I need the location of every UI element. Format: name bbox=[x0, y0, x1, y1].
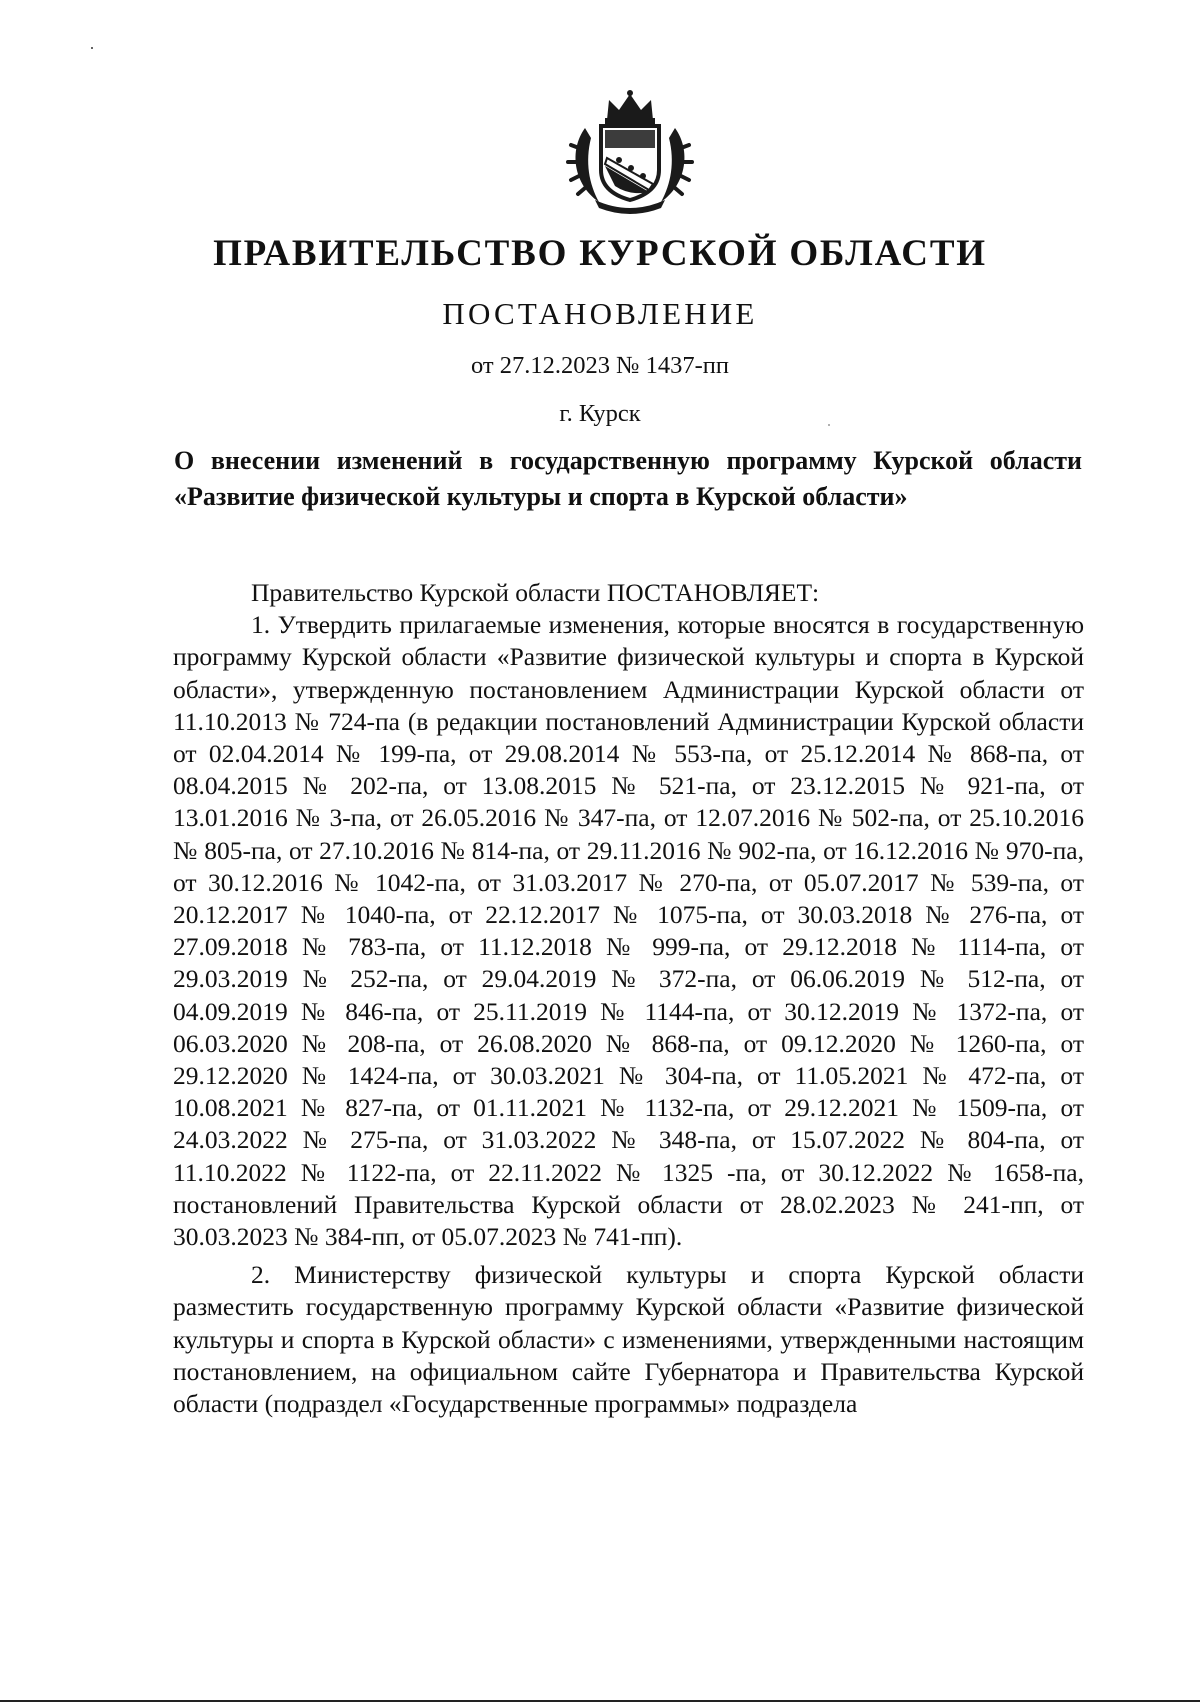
document-subject: О внесении изменений в государственную программу Курской области «Развитие физической культуры и спорта в Курской области» bbox=[174, 446, 1082, 511]
government-title: ПРАВИТЕЛЬСТВО КУРСКОЙ ОБЛАСТИ bbox=[213, 233, 987, 274]
scan-speck bbox=[91, 47, 93, 49]
coat-of-arms-icon bbox=[565, 88, 695, 216]
document-city: г. Курск bbox=[559, 400, 641, 427]
document-body bbox=[173, 577, 1084, 1420]
page-edge-divider bbox=[0, 1700, 1200, 1702]
clause-1: 1. Утвердить прилагаемые изменения, которые вносятся в государственную программу Курской области «Развитие физической культуры и спорта в Курской области», утвержденную постановлением Администрации Курской области от 11.10.2013 № 724-па (в редакции постановлений Администрации Курской области от 02.04.2014 № 199-па, от 29.08.2014 № 553-па, от 25.12.2014 № 868-па, от 08.04.2015 № 202-па, от 13.08.2015 № 521-па, от 23.12.2015 № 921-па, от 13.01.2016 № 3-па, от 26.05.2016 № 347-па, от 12.07.2016 № 502-па, от 25.10.2016 № 805-па, от 27.10.2016 № 814-па, от 29.11.2016 № 902-па, от 16.12.2016 № 970-па, от 30.12.2016 № 1042-па, от 31.03.2017 № 270-па, от 05.07.2017 № 539-па, от 20.12.2017 № 1040-па, от 22.12.2017 № 1075-па, от 30.03.2018 № 276-па, от 27.09.2018 № 783-па, от 11.12.2018 № 999-па, от 29.12.2018 № 1114-па, от 29.03.2019 № 252-па, от 29.04.2019 № 372-па, от 06.06.2019 № 512-па, от 04.09.2019 № 846-па, от 25.11.2019 № 1144-па, от 30.12.2019 № 1372-па, от 06.03.2020 № 208-па, от 26.08.2020 № 868-па, от 09.12.2020 № 1260-па, от 29.12.2020 № 1424-па, от 30.03.2021 № 304-па, от 11.05.2021 № 472-па, от 10.08.2021 № 827-па, от 01.11.2021 № 1132-па, от 29.12.2021 № 1509-па, от 24.03.2022 № 275-па, от 31.03.2022 № 348-па, от 15.07.2022 № 804-па, от 11.10.2022 № 1122-па, от 22.11.2022 № 1325 -па, от 30.12.2022 № 1658-па, постановлений Правительства Курской области от 28.02.2023 № 241-пп, от 30.03.2023 № 384-пп, от 05.07.2023 № 741-пп). bbox=[173, 610, 1084, 1252]
document-number: от 27.12.2023 № 1437-пп bbox=[470, 352, 729, 379]
preamble: Правительство Курской области ПОСТАНОВЛЯЕТ: bbox=[251, 578, 820, 607]
clause-2: 2. Министерству физической культуры и спорта Курской области разместить государственную программу Курской области «Развитие физической культуры и спорта в Курской области» с изменениями, утвержденными настоящим постановлением, на официальном сайте Губернатора и Правительства Курской области (подраздел «Государственные программы» подраздела bbox=[173, 1260, 1084, 1419]
document-type: ПОСТАНОВЛЕНИЕ bbox=[442, 296, 758, 331]
